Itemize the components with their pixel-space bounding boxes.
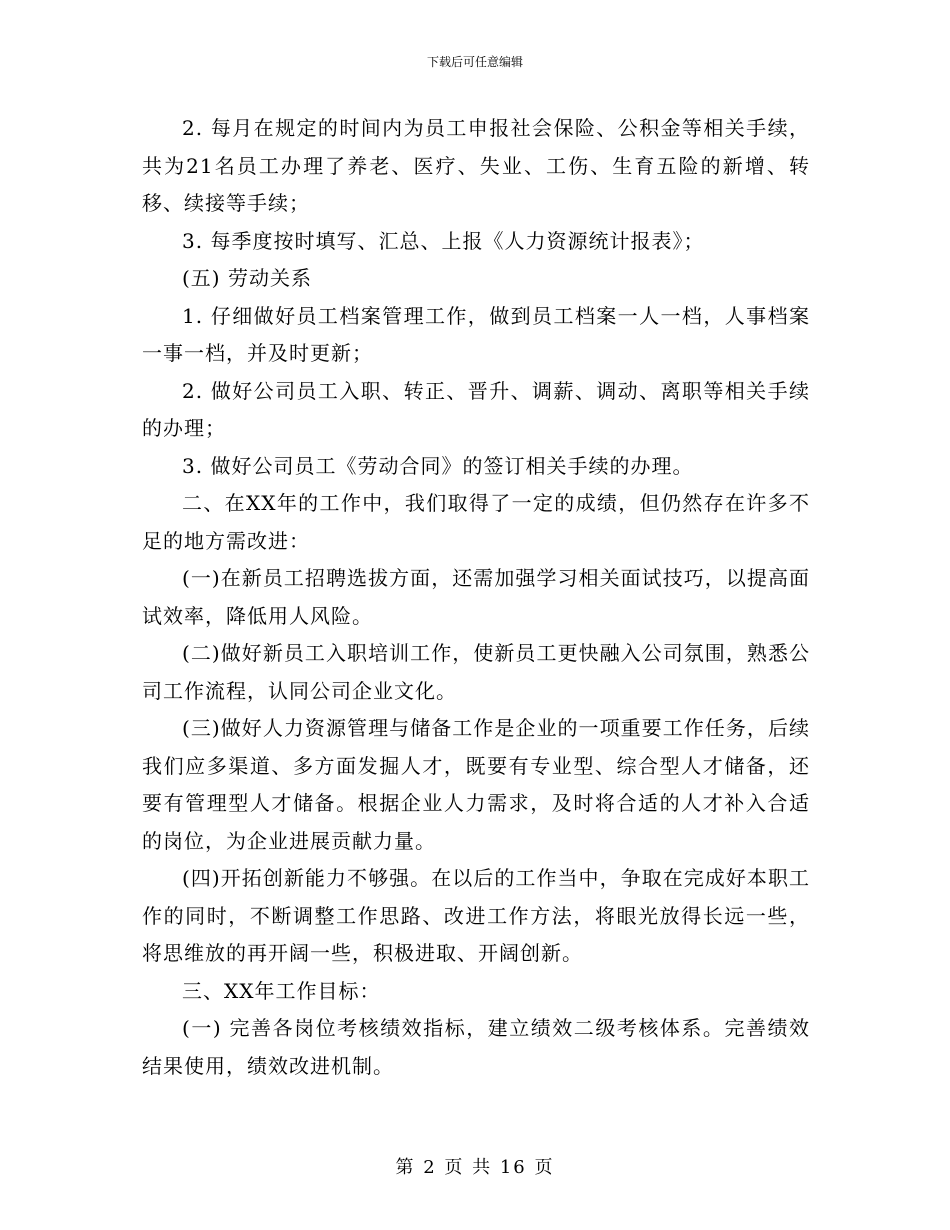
paragraph-talent-reserve: (三)做好人力资源管理与储备工作是企业的一项重要工作任务，后续我们应多渠道、多方面发掘人才，既要有专业型、综合型人才储备，还要有管理型人才储备。根据企业人力需求，及时将合适的人才补入合适的岗位，为企业进展贡献力量。 — [142, 716, 810, 853]
paragraph-labor-contract: 3. 做好公司员工《劳动合同》的签订相关手续的办理。 — [182, 453, 694, 478]
paragraph-social-insurance: 2. 每月在规定的时间内为员工申报社会保险、公积金等相关手续，共为21名员工办理了养老、医疗、失业、工伤、生育五险的新增、转移、续接等手续； — [142, 116, 810, 215]
paragraph-recruitment: (一)在新员工招聘选拔方面，还需加强学习相关面试技巧，以提高面试效率，降低用人风险。 — [142, 566, 810, 628]
paragraph-performance: (一) 完善各岗位考核绩效指标，建立绩效二级考核体系。完善绩效结果使用，绩效改进机制。 — [142, 1016, 810, 1078]
page-header: 下载后可任意编辑 — [426, 55, 523, 69]
paragraph-onboarding-procedures: 2. 做好公司员工入职、转正、晋升、调薪、调动、离职等相关手续的办理； — [142, 378, 810, 440]
document-body — [142, 110, 810, 1085]
section-heading-goals: 三、XX年工作目标： — [182, 978, 381, 1003]
section-heading-labor-relations: (五) 劳动关系 — [182, 266, 312, 290]
paragraph-innovation: (四)开拓创新能力不够强。在以后的工作当中，争取在完成好本职工作的同时，不断调整工作思路、改进工作方法，将眼光放得长远一些，将思维放的再开阔一些，积极进取、开阔创新。 — [142, 866, 810, 965]
page-footer: 第 2 页 共 16 页 — [395, 1157, 555, 1178]
paragraph-training: (二)做好新员工入职培训工作，使新员工更快融入公司氛围，熟悉公司工作流程，认同公司企业文化。 — [142, 641, 810, 703]
paragraph-employee-files: 1. 仔细做好员工档案管理工作，做到员工档案一人一档，人事档案一事一档，并及时更新； — [142, 303, 810, 365]
section-heading-improvements: 二、在XX年的工作中，我们取得了一定的成绩，但仍然存在许多不足的地方需改进： — [142, 491, 810, 553]
paragraph-hr-report: 3. 每季度按时填写、汇总、上报《人力资源统计报表》； — [182, 228, 705, 253]
